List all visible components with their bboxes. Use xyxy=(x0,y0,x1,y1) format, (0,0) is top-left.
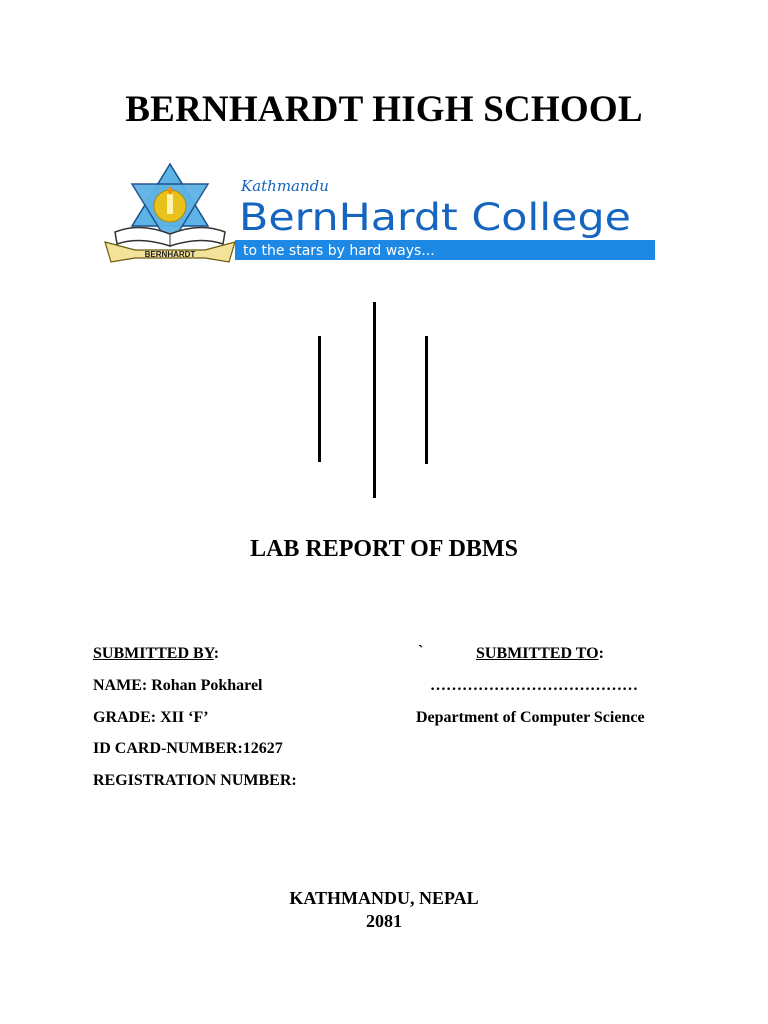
submitted-by-heading: SUBMITTED BY xyxy=(93,645,214,662)
stray-mark: ` xyxy=(418,643,424,660)
logo-college-name: BernHardt College xyxy=(239,196,631,239)
student-id-card-number: ID CARD-NUMBER:12627 xyxy=(93,740,283,757)
student-name: NAME: Rohan Pokharel xyxy=(93,677,263,694)
emblem-icon xyxy=(105,164,235,262)
submitted-by-heading-row xyxy=(93,645,219,663)
decorative-line-center xyxy=(373,302,376,498)
submitted-to-heading-row xyxy=(476,645,604,663)
footer-city: KATHMANDU, NEPAL xyxy=(289,888,479,908)
college-logo xyxy=(95,162,655,268)
logo-location-text: Kathmandu xyxy=(241,177,329,195)
emblem-ribbon-text: BERNHARDT xyxy=(144,250,196,259)
student-registration-number: REGISTRATION NUMBER: xyxy=(93,772,297,789)
decorative-line-right xyxy=(425,336,428,464)
submitted-by-colon: : xyxy=(213,645,220,662)
student-grade: GRADE: XII ‘F’ xyxy=(93,709,209,726)
submitted-to-colon: : xyxy=(598,645,604,662)
submitted-to-heading: SUBMITTED TO xyxy=(476,645,599,662)
college-logo-graphic xyxy=(95,162,655,268)
submitted-to-blank-line: ………………………………… xyxy=(430,677,638,694)
school-title: BERNHARDT HIGH SCHOOL xyxy=(125,89,643,130)
footer-year: 2081 xyxy=(366,911,402,931)
report-title: LAB REPORT OF DBMS xyxy=(250,536,518,562)
logo-tagline: to the stars by hard ways... xyxy=(243,243,435,259)
department-name: Department of Computer Science xyxy=(416,709,645,726)
decorative-line-left xyxy=(318,336,321,462)
